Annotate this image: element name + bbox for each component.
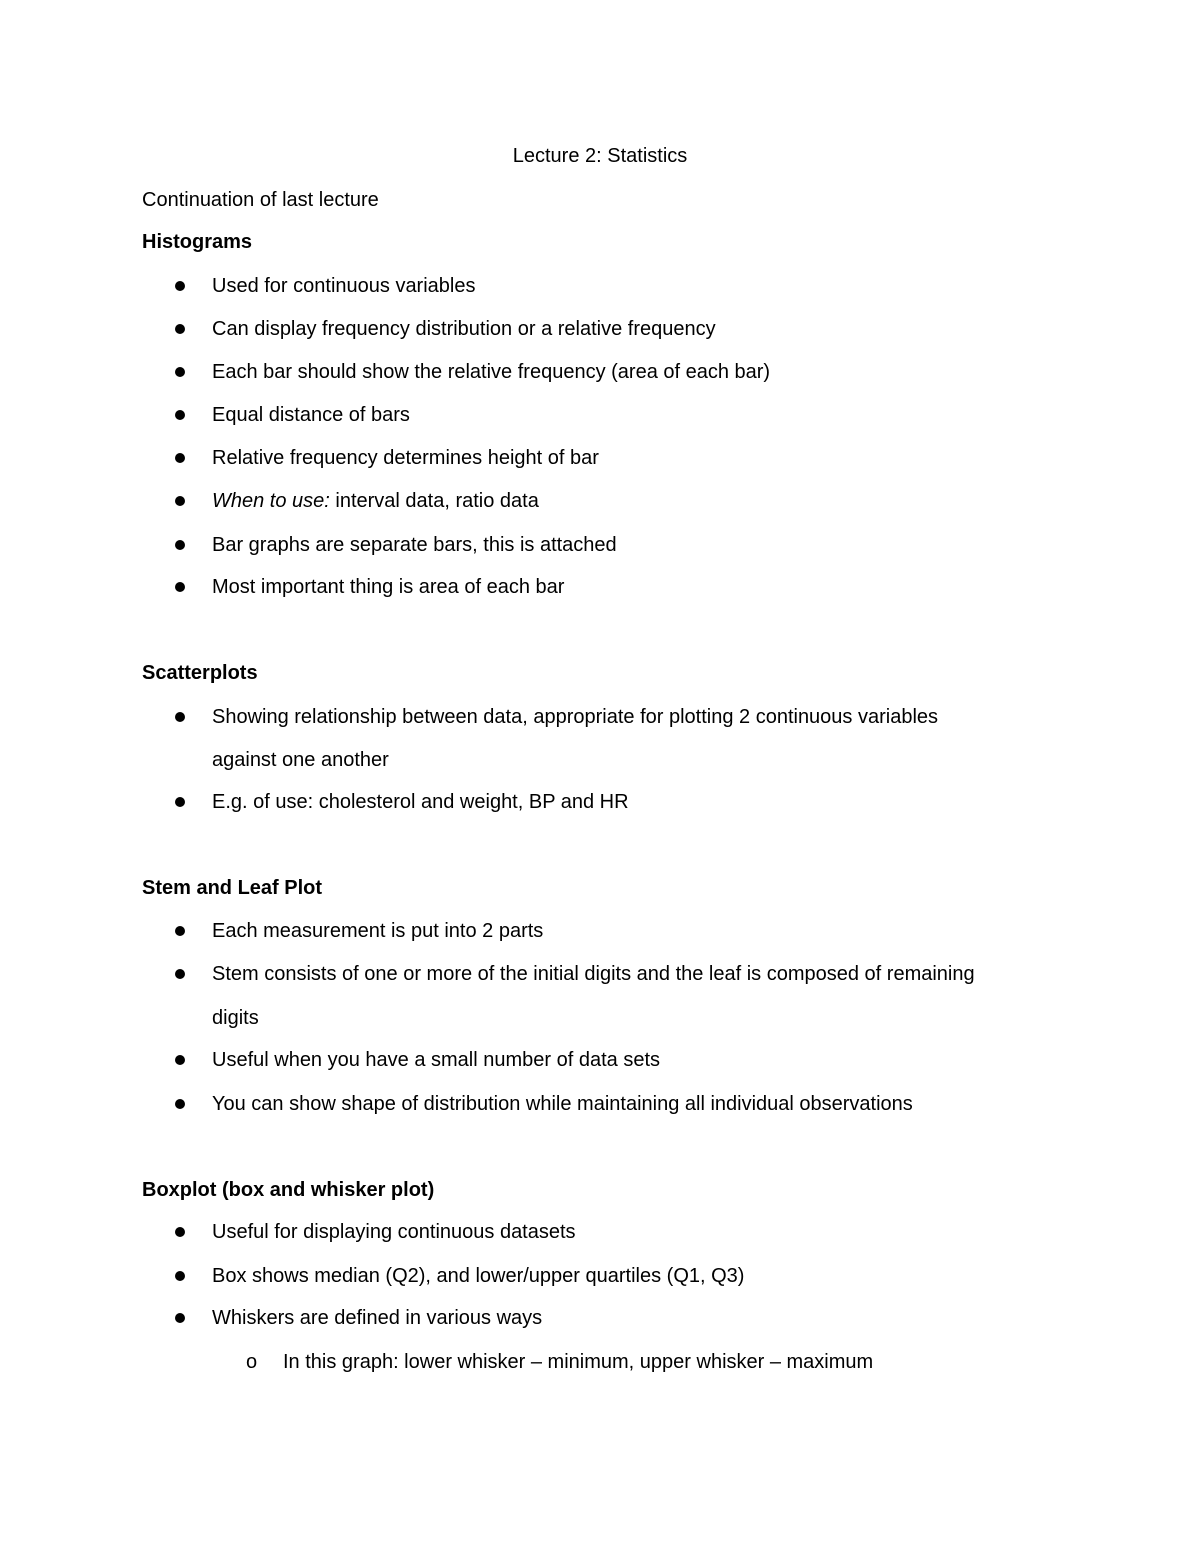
bullet-icon xyxy=(175,1313,185,1323)
bullet-icon xyxy=(175,926,185,936)
bullet-icon xyxy=(175,324,185,334)
bullet-icon xyxy=(175,496,185,506)
bullet-icon xyxy=(175,410,185,420)
list-item: E.g. of use: cholesterol and weight, BP and HR xyxy=(212,791,629,813)
sub-list-item: In this graph: lower whisker – minimum, upper whisker – maximum xyxy=(283,1351,874,1373)
list-item: Most important thing is area of each bar xyxy=(212,576,565,598)
bullet-icon xyxy=(175,969,185,979)
bullet-icon xyxy=(175,1271,185,1281)
section-heading-scatterplots: Scatterplots xyxy=(142,662,258,684)
bullet-icon xyxy=(175,797,185,807)
bullet-icon xyxy=(175,582,185,592)
bullet-icon xyxy=(175,712,185,722)
list-item: Useful for displaying continuous datasets xyxy=(212,1221,576,1243)
section-heading-histograms: Histograms xyxy=(142,231,253,253)
list-item: Whiskers are defined in various ways xyxy=(212,1307,543,1329)
list-item: Used for continuous variables xyxy=(212,275,476,297)
bullet-icon xyxy=(175,1099,185,1109)
list-item-continuation: digits xyxy=(212,1007,259,1029)
list-item: Useful when you have a small number of data sets xyxy=(212,1049,661,1071)
intro-text: Continuation of last lecture xyxy=(142,189,379,211)
bullet-icon xyxy=(175,1227,185,1237)
emphasis-text: When to use: xyxy=(212,490,330,512)
bullet-icon xyxy=(175,1055,185,1065)
page-title: Lecture 2: Statistics xyxy=(512,145,688,167)
item-text: interval data, ratio data xyxy=(329,490,539,512)
section-heading-stem-and-leaf: Stem and Leaf Plot xyxy=(142,877,323,899)
list-item: You can show shape of distribution while maintaining all individual observations xyxy=(212,1093,913,1115)
list-item: Equal distance of bars xyxy=(212,404,410,426)
section-heading-boxplot: Boxplot (box and whisker plot) xyxy=(142,1179,435,1201)
bullet-icon xyxy=(175,540,185,550)
list-item: Showing relationship between data, appropriate for plotting 2 continuous variables xyxy=(212,706,939,728)
list-item-continuation: against one another xyxy=(212,749,389,771)
list-item xyxy=(212,488,539,514)
list-item: Each measurement is put into 2 parts xyxy=(212,920,544,942)
list-item: Each bar should show the relative frequency (area of each bar) xyxy=(212,361,771,383)
bullet-icon xyxy=(175,453,185,463)
list-item: Relative frequency determines height of bar xyxy=(212,447,599,469)
bullet-icon xyxy=(175,281,185,291)
list-item: Stem consists of one or more of the initial digits and the leaf is composed of remaining xyxy=(212,963,975,985)
list-item: Can display frequency distribution or a relative frequency xyxy=(212,318,716,340)
list-item: Box shows median (Q2), and lower/upper quartiles (Q1, Q3) xyxy=(212,1265,745,1287)
bullet-icon xyxy=(175,367,185,377)
list-item: Bar graphs are separate bars, this is attached xyxy=(212,534,617,556)
sub-bullet-icon: o xyxy=(246,1351,258,1373)
